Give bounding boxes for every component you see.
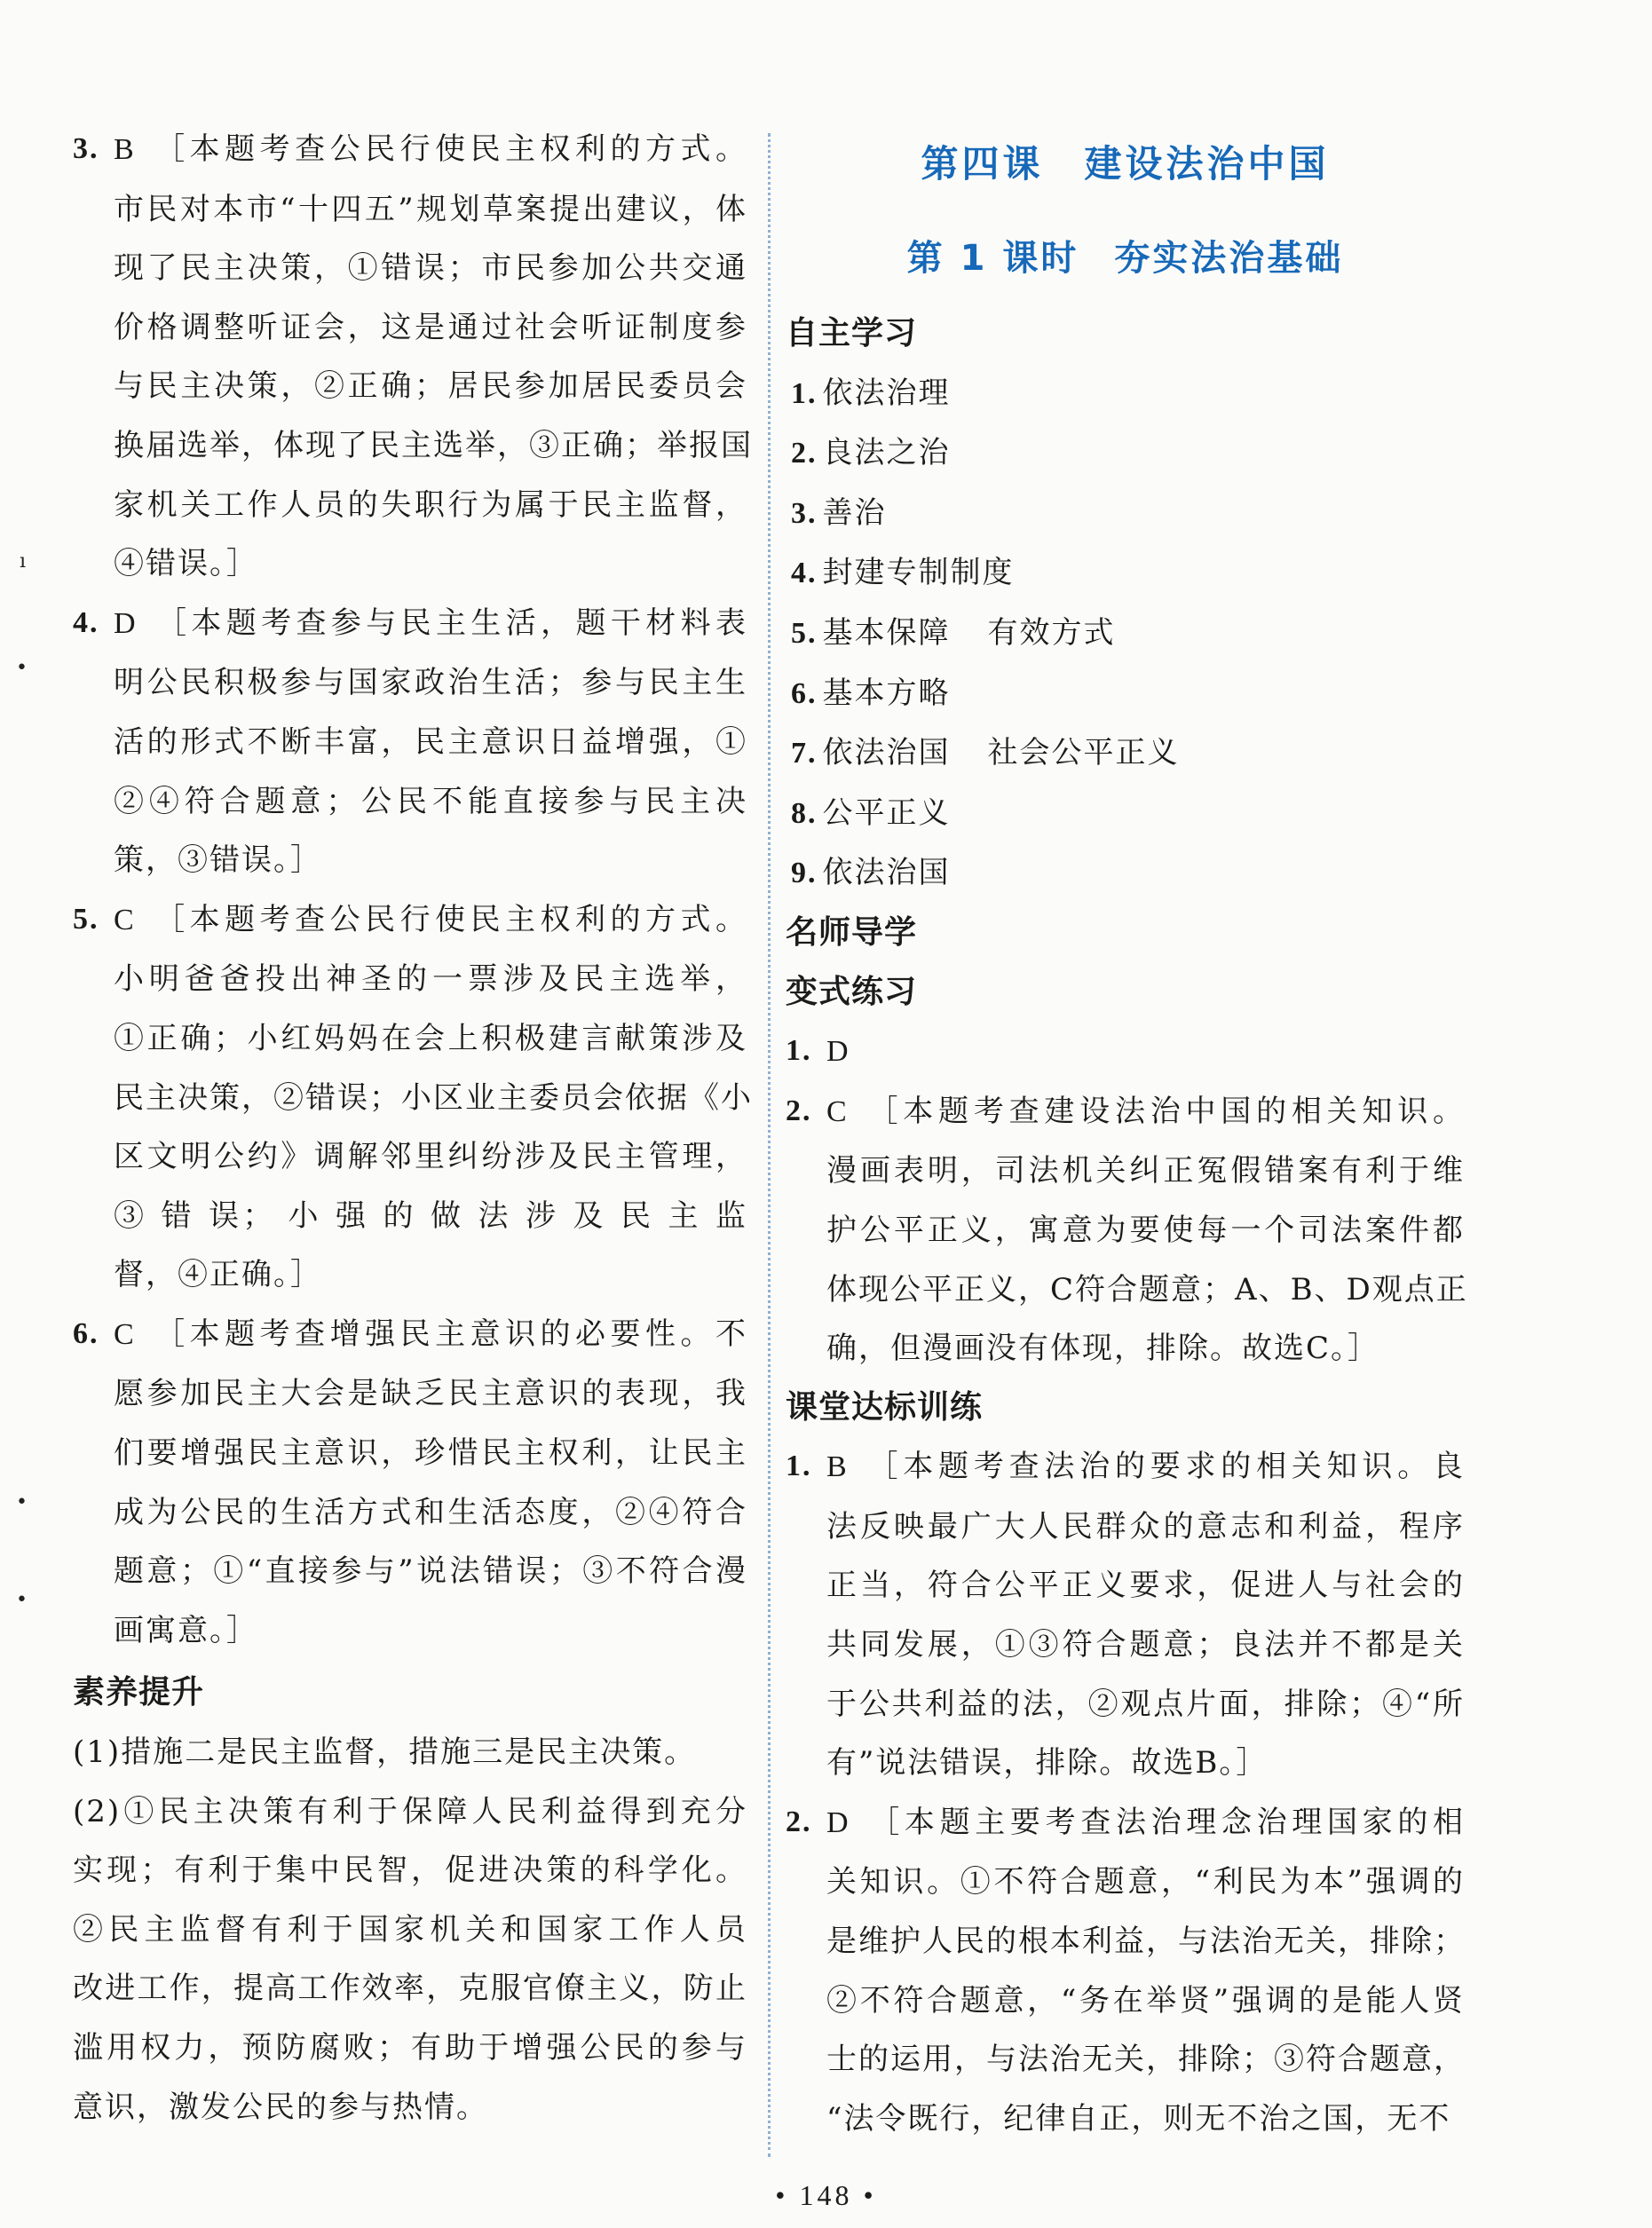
list-answer: 社会公平正义: [987, 735, 1180, 771]
margin-mark: •: [16, 1589, 28, 1611]
margin-mark: •: [16, 657, 28, 679]
explanation-text: ［本题主要考查法治理念治理国家的相: [866, 1804, 1465, 1840]
explanation-line: 活的形式不断丰富，民主意识日益增强，①: [114, 723, 747, 760]
explanation-line: 换届选举，体现了民主选举，③正确；举报国: [114, 427, 753, 463]
explanation-text: ［本题考查建设法治中国的相关知识。: [864, 1093, 1465, 1129]
answer-item: [786, 1082, 1468, 1379]
explanation-line: ①正确；小红妈妈在会上积极建言献策涉及: [114, 1020, 747, 1056]
explanation-line: “法令既行，纪律自正，则无不治之国，无不: [826, 2100, 1451, 2137]
explanation-line: 有”说法错误，排除。故选B。］: [826, 1745, 1269, 1782]
list-answer: 依法治理: [822, 375, 951, 411]
explanation-line: 愿参加民主大会是缺乏民主意识的表现，我: [114, 1376, 747, 1412]
question-number: 1.: [786, 1034, 812, 1068]
list-answer: 基本保障: [822, 614, 951, 651]
list-item: [791, 723, 1465, 784]
explanation-line: 画寓意。］: [114, 1612, 258, 1648]
explanation-line: [114, 1305, 747, 1365]
right-column: [786, 120, 1468, 2148]
answer-letter: D: [114, 606, 138, 640]
question-number: 6.: [73, 1316, 99, 1350]
section-heading: 变式练习: [786, 973, 918, 1010]
answer-body: [114, 890, 753, 1305]
answer-body: [826, 1793, 1465, 2149]
paragraph-line: (1)措施二是民主监督，措施三是民主决策。: [73, 1734, 697, 1771]
answer-item: [73, 890, 753, 1305]
list-answer: 公平正义: [822, 794, 951, 831]
explanation-text: ［本题考查公民行使民主权利的方式。: [151, 131, 747, 167]
explanation-line: [826, 1437, 1465, 1497]
period-number: 第 1 课时: [906, 238, 1079, 279]
period-title: [786, 217, 1465, 304]
explanation-line: ④错误。］: [114, 546, 258, 582]
list-number: 9.: [791, 857, 818, 890]
question-number: 3.: [73, 132, 99, 165]
list-item: [791, 843, 1465, 904]
explanation-line: ②④符合题意；公民不能直接参与民主决: [114, 783, 747, 819]
explanation-line: 明公民积极参与国家政治生活；参与民主生: [114, 665, 747, 701]
explanation-line: 确，但漫画没有体现，排除。故选C。］: [826, 1331, 1380, 1367]
paragraph-line: ②民主监督有利于国家机关和国家工作人员: [73, 1911, 747, 1948]
answer-item: [786, 1022, 1465, 1082]
explanation-line: 督，④正确。］: [114, 1257, 322, 1293]
explanation-line: 与民主决策，②正确；居民参加居民委员会: [114, 368, 747, 405]
list-item: [791, 423, 1465, 484]
explanation-line: 民主决策，②错误；小区业主委员会依据《小: [114, 1079, 753, 1116]
explanation-line: [826, 1022, 1465, 1082]
explanation-line: 小明爸爸投出神圣的一票涉及民主选举，: [114, 961, 747, 998]
list-answer: 依法治国: [822, 735, 951, 771]
list-item: [791, 364, 1465, 424]
explanation-line: 们要增强民主意识，珍惜民主权利，让民主: [114, 1435, 747, 1472]
explanation-line: 成为公民的生活方式和生活态度，②④符合: [114, 1494, 747, 1530]
list-number: 1.: [791, 376, 818, 410]
list-item: [791, 784, 1465, 844]
explanation-line: 正当，符合公平正义要求，促进人与社会的: [826, 1568, 1465, 1604]
paragraph-line: (2)①民主决策有利于保障人民利益得到充分: [73, 1793, 747, 1829]
answer-letter: D: [826, 1035, 850, 1069]
lesson-title: 第四课 建设法治中国: [921, 142, 1330, 186]
answer-paragraph: [73, 1782, 747, 2137]
section-heading: 自主学习: [786, 315, 918, 352]
explanation-line: [114, 120, 747, 180]
explanation-line: 题意；①“直接参与”说法错误；③不符合漫: [114, 1553, 747, 1590]
column-divider: [768, 133, 771, 2157]
explanation-line: 策，③错误。］: [114, 842, 322, 879]
answer-item: [786, 1793, 1465, 2149]
explanation-line: 体现公平正义，C符合题意；A、B、D观点正: [826, 1271, 1468, 1308]
explanation-text: ［本题考查公民行使民主权利的方式。: [151, 901, 747, 937]
answer-list: [786, 364, 1465, 904]
explanation-text: ［本题考查参与民主生活，题干材料表: [153, 604, 747, 641]
answer-body: [826, 1082, 1468, 1379]
explanation-line: 于公共利益的法，②观点片面，排除；④“所: [826, 1686, 1465, 1722]
margin-mark: ı: [20, 550, 27, 573]
explanation-line: 关知识。①不符合题意，“利民为本”强调的: [826, 1864, 1465, 1900]
explanation-line: 漫画表明，司法机关纠正冤假错案有利于维: [826, 1153, 1465, 1189]
list-number: 4.: [791, 557, 818, 590]
explanation-line: 区文明公约》调解邻里纠纷涉及民主管理，: [114, 1139, 747, 1175]
explanation-text: ［本题考查增强民主意识的必要性。不: [151, 1315, 747, 1352]
explanation-line: 现了民主决策，①错误；市民参加公共交通: [114, 250, 747, 287]
answer-letter: C: [114, 903, 136, 936]
paragraph-line: 改进工作，提高工作效率，克服官僚主义，防止: [73, 1971, 747, 2007]
answer-letter: D: [826, 1805, 850, 1839]
answer-body: [826, 1022, 1465, 1082]
answer-item: [786, 1437, 1465, 1793]
list-number: 6.: [791, 676, 818, 710]
list-number: 3.: [791, 496, 818, 530]
explanation-line: 家机关工作人员的失职行为属于民主监督，: [114, 486, 747, 523]
list-answer: 有效方式: [987, 614, 1116, 651]
period-name: 夯实法治基础: [1114, 238, 1344, 279]
paragraph-line: 滥用权力，预防腐败；有助于增强公民的参与: [73, 2030, 747, 2066]
section-heading: 素养提升: [73, 1674, 205, 1711]
list-answer: 封建专制制度: [822, 555, 1015, 591]
explanation-line: 市民对本市“十四五”规划草案提出建议，体: [114, 191, 747, 227]
explanation-line: 共同发展，①③符合题意；良法并不都是关: [826, 1627, 1465, 1663]
answer-item: [73, 594, 747, 890]
answer-letter: C: [826, 1094, 849, 1128]
explanation-line: 护公平正义，寓意为要使每一个司法案件都: [826, 1212, 1465, 1248]
question-number: 1.: [786, 1450, 812, 1483]
answer-item: [73, 1305, 747, 1661]
list-number: 5.: [791, 616, 818, 650]
explanation-line: ②不符合题意，“务在举贤”强调的是能人贤: [826, 1982, 1465, 2019]
answer-body: [114, 120, 753, 594]
answer-paragraph: [73, 1723, 747, 1782]
explanation-text: ［本题考查法治的要求的相关知识。良: [864, 1449, 1465, 1485]
explanation-line: ③ 错 误； 小 强 的 做 法 涉 及 民 主 监: [114, 1197, 747, 1234]
answer-item: [73, 120, 753, 594]
list-number: 2.: [791, 437, 818, 470]
list-answer: 依法治国: [822, 855, 951, 891]
list-answer: 善治: [822, 494, 887, 531]
paragraph-line: 实现；有利于集中民智，促进决策的科学化。: [73, 1853, 747, 1889]
answer-letter: C: [114, 1317, 136, 1351]
list-number: 7.: [791, 737, 818, 770]
explanation-line: [114, 594, 747, 654]
question-number: 4.: [73, 605, 99, 639]
list-item: [791, 543, 1465, 604]
answer-body: [826, 1437, 1465, 1793]
question-number: 5.: [73, 902, 99, 936]
list-answer: 基本方略: [822, 675, 951, 711]
answer-body: [114, 1305, 747, 1661]
list-item: [791, 664, 1465, 724]
answer-body: [114, 594, 747, 890]
page-number: • 148 •: [775, 2179, 877, 2211]
explanation-line: 是维护人民的根本利益，与法治无关，排除；: [826, 1924, 1466, 1960]
list-answer: 良法之治: [822, 435, 951, 471]
explanation-line: 士的运用，与法治无关，排除；③符合题意，: [826, 2042, 1466, 2078]
margin-mark: •: [16, 1491, 28, 1513]
section-heading: 名师导学: [786, 913, 918, 951]
left-column: [73, 120, 753, 2137]
explanation-line: 价格调整听证会，这是通过社会听证制度参: [114, 309, 747, 345]
explanation-line: [826, 1793, 1465, 1853]
list-item: [791, 604, 1465, 664]
answer-letter: B: [114, 133, 136, 166]
list-number: 8.: [791, 796, 818, 830]
section-heading: 课堂达标训练: [786, 1388, 984, 1426]
explanation-line: [826, 1082, 1465, 1142]
explanation-line: [114, 890, 747, 951]
question-number: 2.: [786, 1094, 812, 1127]
paragraph-line: 意识，激发公民的参与热情。: [73, 2089, 488, 2125]
answer-letter: B: [826, 1450, 849, 1484]
explanation-line: 法反映最广大人民群众的意志和利益，程序: [826, 1508, 1465, 1545]
question-number: 2.: [786, 1805, 812, 1838]
list-item: [791, 484, 1465, 544]
